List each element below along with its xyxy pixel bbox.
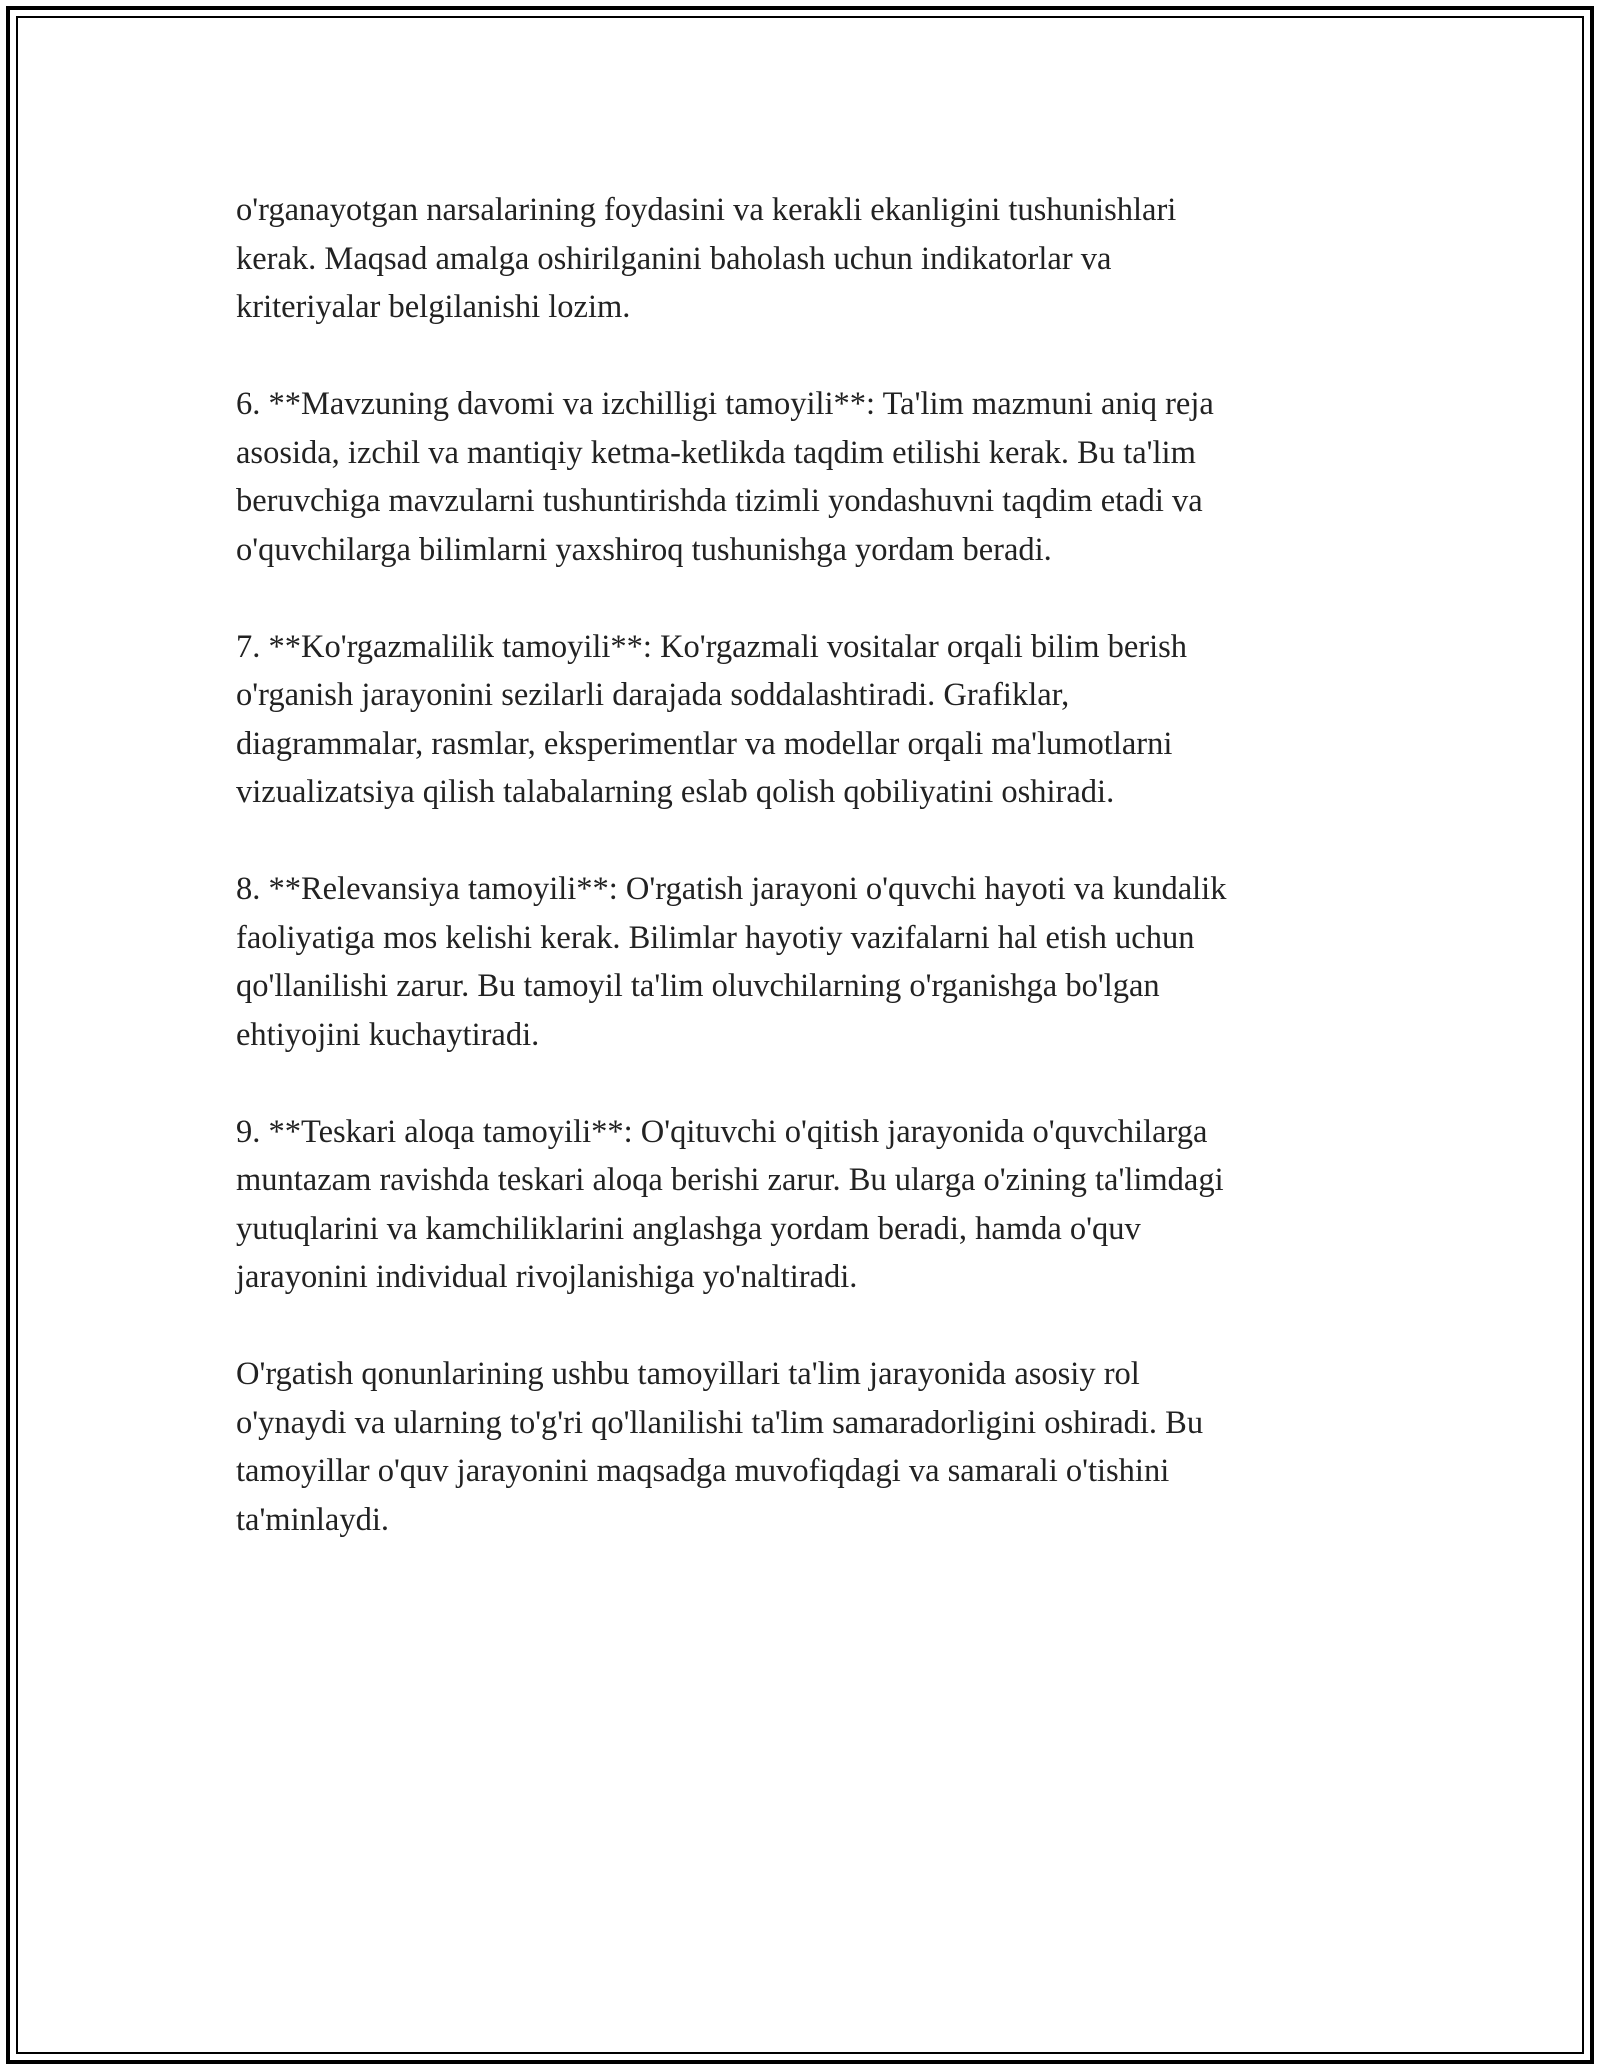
paragraph-principle-8: 8. **Relevansiya tamoyili**: O'rgatish jarayoni o'quvchi hayoti va kundalik faoliyatiga mos kelishi kerak. Bilimlar hayotiy vazifalarni hal etish uchun qo'llanilishi zarur. Bu tamoyil ta'lim oluvchilarning o'rganishga bo'lgan ehtiyojini kuchaytiradi. bbox=[236, 871, 1227, 1053]
paragraph-conclusion: O'rgatish qonunlarining ushbu tamoyillari ta'lim jarayonida asosiy rol o'ynaydi va ularning to'g'ri qo'llanilishi ta'lim samaradorligini oshiradi. Bu tamoyillar o'quv jarayonini maqsadga muvofiqdagi va samarali o'tishini ta'minlaydi. bbox=[236, 1356, 1204, 1538]
paragraph-continuation: o'rganayotgan narsalarining foydasini va kerakli ekanligini tushunishlari kerak. Maqsad amalga oshirilganini baholash uchun indikatorlar va kriteriyalar belgilanishi lozim. bbox=[236, 192, 1177, 325]
paragraph-principle-6: 6. **Mavzuning davomi va izchilligi tamoyili**: Ta'lim mazmuni aniq reja asosida, izchil va mantiqiy ketma-ketlikda taqdim etilishi kerak. Bu ta'lim beruvchiga mavzularni tushuntirishda tizimli yondashuvni taqdim etadi va o'quvchilarga bilimlarni yaxshiroq tushunishga yordam beradi. bbox=[236, 386, 1214, 568]
document-body bbox=[236, 186, 1376, 1593]
paragraph-principle-9: 9. **Teskari aloqa tamoyili**: O'qituvchi o'qitish jarayonida o'quvchilarga muntazam ravishda teskari aloqa berishi zarur. Bu ularga o'zining ta'limdagi yutuqlarini va kamchiliklarini anglashga yordam beradi, hamda o'quv jarayonini individual rivojlanishiga yo'naltiradi. bbox=[236, 1113, 1224, 1295]
paragraph-principle-7: 7. **Ko'rgazmalilik tamoyili**: Ko'rgazmali vositalar orqali bilim berish o'rganish jarayonini sezilarli darajada soddalashtiradi. Grafiklar, diagrammalar, rasmlar, eksperimentlar va modellar orqali ma'lumotlarni vizualizatsiya qilish talabalarning eslab qolish qobiliyatini oshiradi. bbox=[236, 628, 1188, 810]
